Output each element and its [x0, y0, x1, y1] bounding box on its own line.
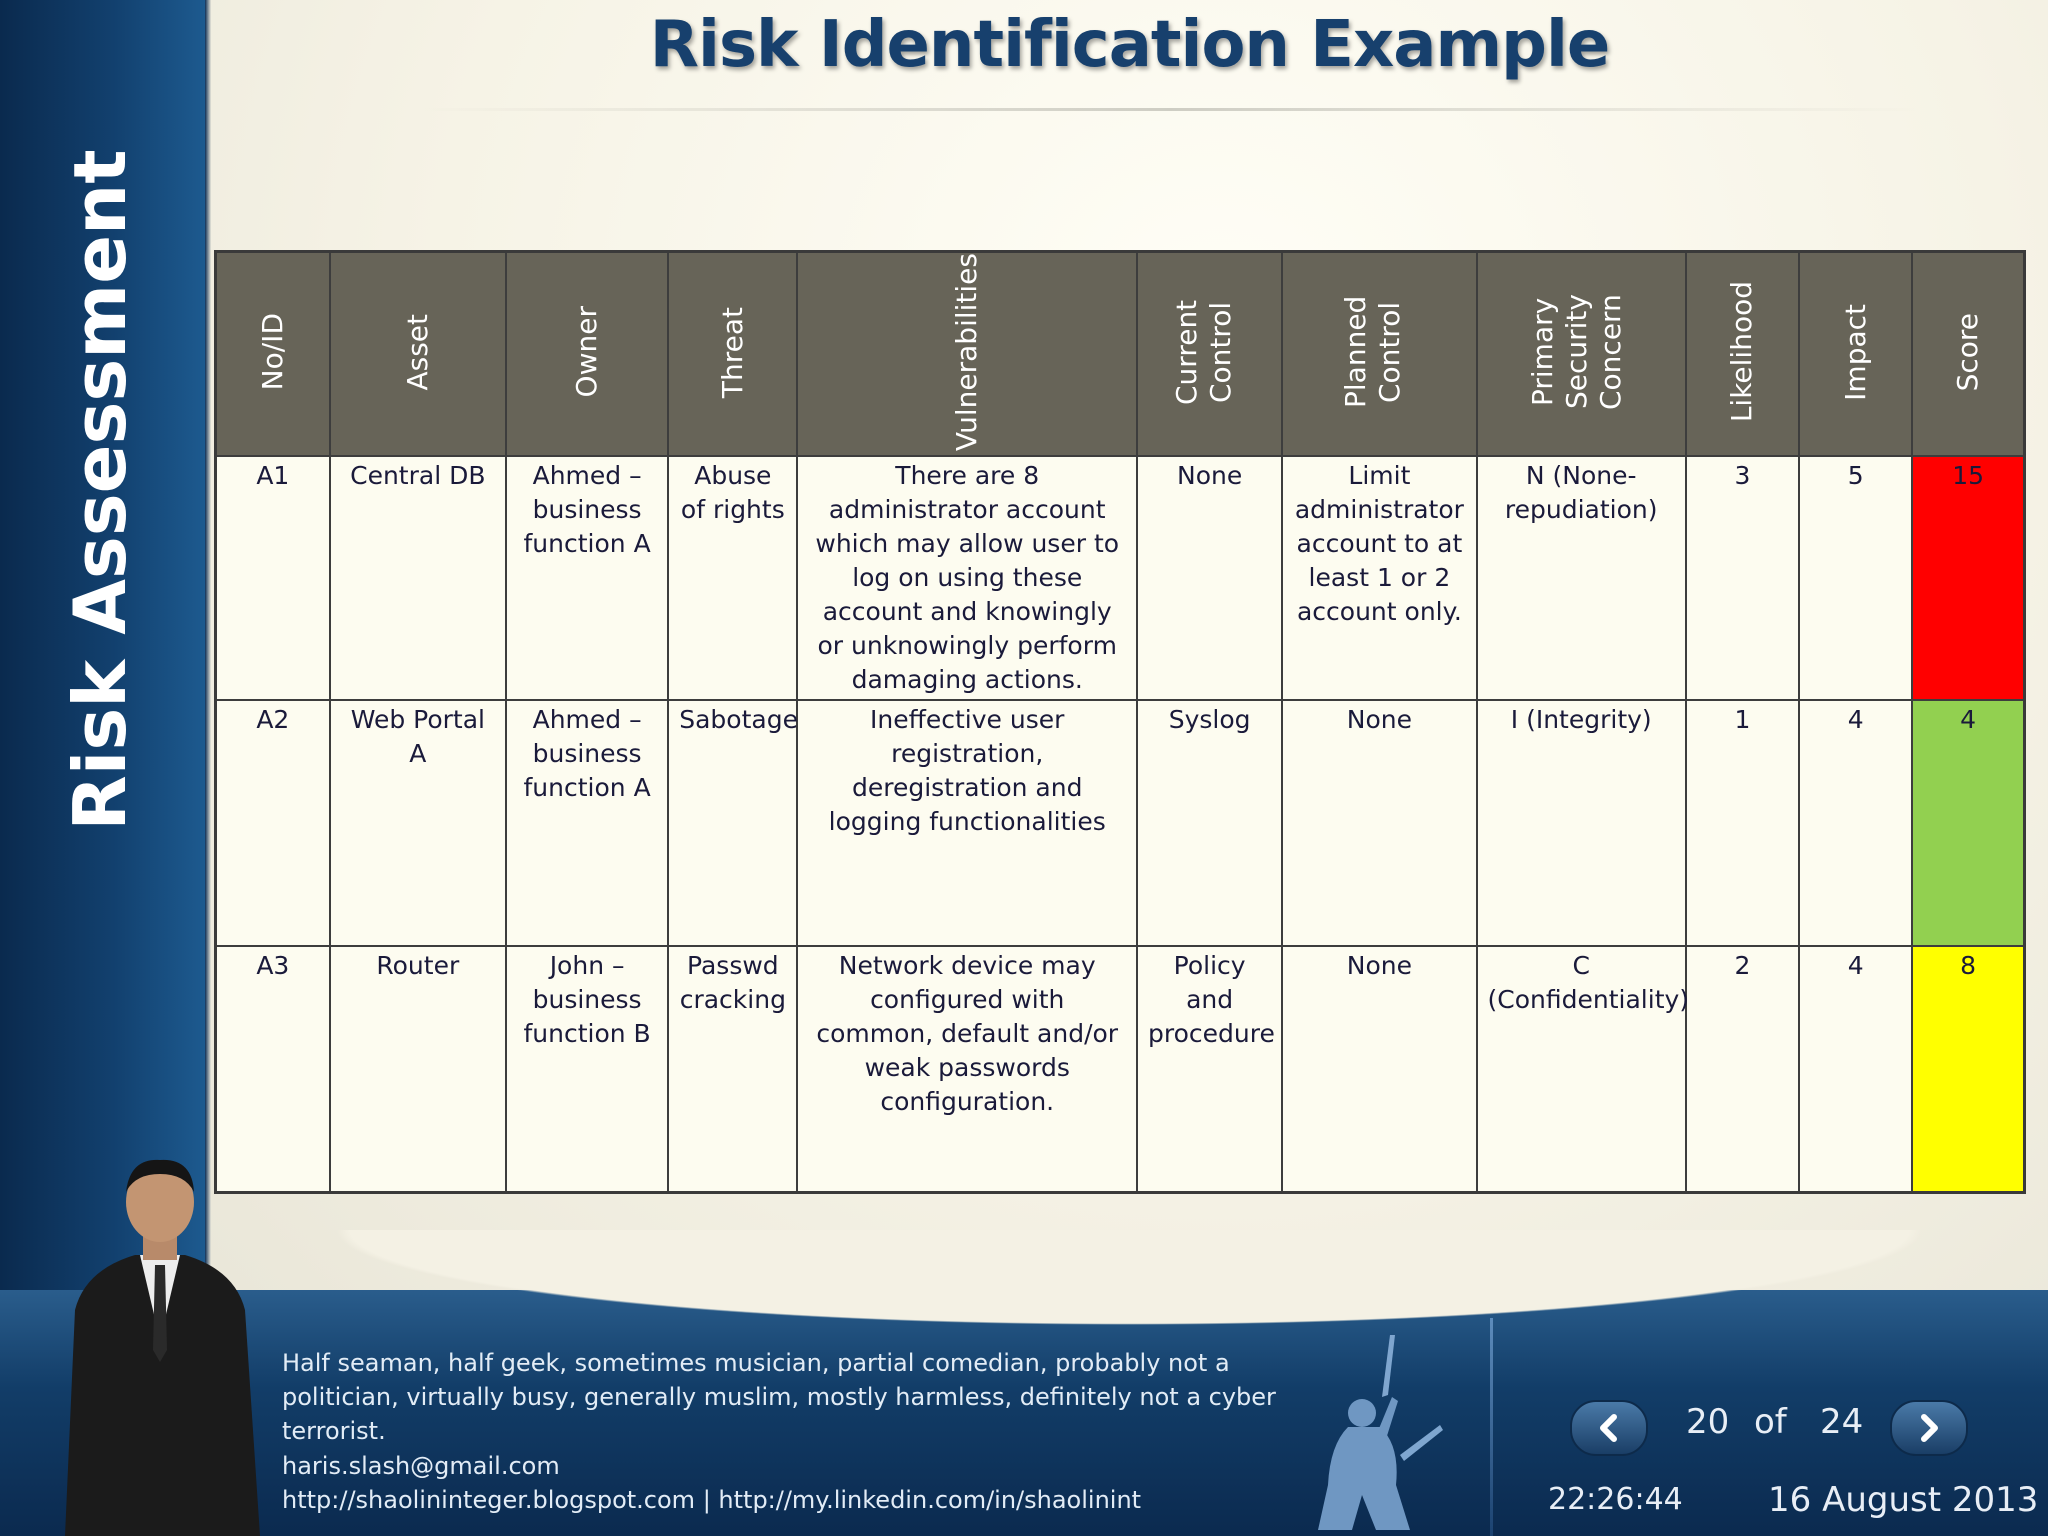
column-header: Threat	[668, 252, 797, 457]
table-row	[216, 946, 2025, 1192]
next-slide-button[interactable]	[1890, 1400, 1968, 1456]
table-row	[216, 456, 2025, 700]
author-tagline: Half seaman, half geek, sometimes musician, partial comedian, probably not a politician, virtually busy, generally muslim, mostly harmless, definitely not a cyber terrorist.	[282, 1349, 1276, 1445]
cell-owner: Ahmed – business function A	[506, 456, 668, 700]
table-row	[216, 700, 2025, 946]
column-header: No/ID	[216, 252, 330, 457]
samurai-logo-icon	[1300, 1335, 1450, 1530]
cell-score: 4	[1912, 700, 2024, 946]
footer-divider	[1490, 1318, 1493, 1536]
cell-vulnerabilities: Ineffective user registration, deregistration and logging functionalities	[797, 700, 1137, 946]
sidebar-edge	[205, 0, 211, 1300]
page-of-label: of	[1754, 1402, 1787, 1442]
cell-impact: 4	[1799, 946, 1912, 1192]
cell-threat: Passwd cracking	[668, 946, 797, 1192]
cell-current-control: Policy and procedure	[1137, 946, 1282, 1192]
column-header: Asset	[330, 252, 506, 457]
cell-likelihood: 2	[1686, 946, 1799, 1192]
author-links[interactable]: http://shaolininteger.blogspot.com | http://my.linkedin.com/in/shaolinint	[282, 1486, 1142, 1514]
column-header: Current Control	[1137, 252, 1282, 457]
cell-id: A3	[216, 946, 330, 1192]
cell-planned-control: None	[1282, 946, 1476, 1192]
column-header: Score	[1912, 252, 2024, 457]
cell-asset: Web Portal A	[330, 700, 506, 946]
cell-concern: I (Integrity)	[1477, 700, 1686, 946]
cell-score: 15	[1912, 456, 2024, 700]
previous-slide-button[interactable]	[1570, 1400, 1648, 1456]
cell-concern: C (Confidentiality)	[1477, 946, 1686, 1192]
cell-id: A2	[216, 700, 330, 946]
footer-curve	[211, 1230, 2048, 1340]
cell-id: A1	[216, 456, 330, 700]
cell-planned-control: None	[1282, 700, 1476, 946]
risk-table	[214, 250, 2026, 1194]
cell-planned-control: Limit administrator account to at least 1 or 2 account only.	[1282, 456, 1476, 700]
column-header: Vulnerabilities	[797, 252, 1137, 457]
cell-likelihood: 1	[1686, 700, 1799, 946]
clock-time: 22:26:44	[1548, 1482, 1683, 1517]
table-header-row	[216, 252, 2025, 457]
page-title: Risk Identification Example	[649, 8, 1610, 82]
column-header: Owner	[506, 252, 668, 457]
chevron-right-icon	[1914, 1413, 1944, 1443]
cell-asset: Router	[330, 946, 506, 1192]
column-header: Primary Security Concern	[1477, 252, 1686, 457]
sidebar-title: Risk Assessment	[58, 149, 142, 831]
clock-date: 16 August 2013	[1768, 1480, 2039, 1520]
column-header: Likelihood	[1686, 252, 1799, 457]
cell-asset: Central DB	[330, 456, 506, 700]
cell-impact: 5	[1799, 456, 1912, 700]
cell-threat: Sabotage	[668, 700, 797, 946]
author-email[interactable]: haris.slash@gmail.com	[282, 1452, 560, 1480]
presenter-photo	[55, 1140, 265, 1536]
cell-impact: 4	[1799, 700, 1912, 946]
column-header: Impact	[1799, 252, 1912, 457]
total-page-count: 24	[1820, 1402, 1864, 1442]
current-page-number: 20	[1686, 1402, 1730, 1442]
chevron-left-icon	[1594, 1413, 1624, 1443]
column-header: Planned Control	[1282, 252, 1476, 457]
cell-concern: N (None-repudiation)	[1477, 456, 1686, 700]
cell-likelihood: 3	[1686, 456, 1799, 700]
cell-vulnerabilities: There are 8 administrator account which may allow user to log on using these account and knowingly or unknowingly perform damaging actions.	[797, 456, 1137, 700]
cell-current-control: None	[1137, 456, 1282, 700]
cell-current-control: Syslog	[1137, 700, 1282, 946]
cell-owner: Ahmed – business function A	[506, 700, 668, 946]
cell-owner: John – business function B	[506, 946, 668, 1192]
title-divider	[420, 108, 1920, 111]
cell-score: 8	[1912, 946, 2024, 1192]
cell-threat: Abuse of rights	[668, 456, 797, 700]
cell-vulnerabilities: Network device may configured with common, default and/or weak passwords configuration.	[797, 946, 1137, 1192]
